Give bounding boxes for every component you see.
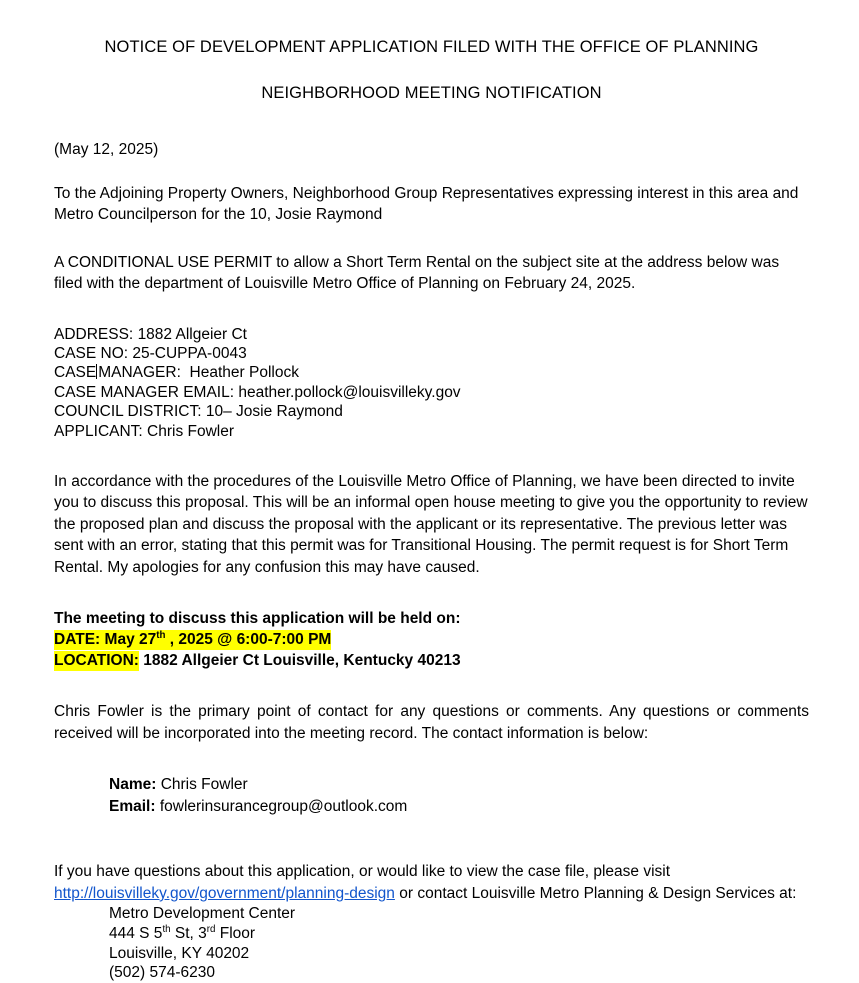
meeting-location-value: 1882 Allgeier Ct Louisville, Kentucky 40213	[143, 652, 461, 670]
contact-paragraph: Chris Fowler is the primary point of contact for any questions or comments. Any questions or comments received will be incorporated into the meeting record. The contact information is below:	[54, 703, 809, 742]
permit-paragraph: A CONDITIONAL USE PERMIT to allow a Short Term Rental on the subject site at the address below was filed with the department of Louisville Metro Office of Planning on February 24, 2025.	[54, 253, 780, 292]
detail-row-council-district	[54, 402, 809, 421]
detail-row-case-manager	[54, 363, 809, 382]
contact-email-row	[109, 796, 809, 818]
contact-name-value: Chris Fowler	[160, 776, 248, 794]
applicant-value: Chris Fowler	[147, 422, 235, 440]
page-title	[54, 36, 809, 59]
meeting-details-block	[54, 608, 809, 671]
contact-name-label: Name:	[109, 776, 157, 794]
detail-row-case-no	[54, 344, 809, 363]
case-manager-label-part1: CASE	[54, 364, 97, 382]
letter-date: (May 12, 2025)	[54, 141, 159, 158]
address-value: 1882 Allgeier Ct	[137, 325, 247, 343]
meeting-date-label: DATE:	[54, 631, 101, 649]
case-manager-value: Heather Pollock	[189, 364, 299, 382]
meeting-heading: The meeting to discuss this application will be held on:	[54, 610, 461, 628]
metro-address-ordinal-5th: th	[162, 923, 171, 935]
metro-address-ordinal-3rd: rd	[206, 923, 216, 935]
case-file-after-link: or contact Louisville Metro Planning & Design Services at:	[399, 884, 797, 902]
meeting-date-row	[54, 629, 809, 650]
detail-row-case-manager-email	[54, 383, 809, 402]
meeting-date-month: May 27	[104, 631, 157, 649]
detail-row-applicant	[54, 422, 809, 441]
page-title-line1: NOTICE OF DEVELOPMENT APPLICATION FILED WITH THE OFFICE OF	[104, 38, 669, 56]
council-district-value: 10– Josie Raymond	[205, 403, 343, 421]
meeting-location-label: LOCATION:	[54, 652, 139, 670]
page-title-line2: PLANNING	[673, 38, 759, 56]
case-manager-email-value: heather.pollock@louisvilleky.gov	[238, 383, 461, 401]
metro-address-line2-post: Floor	[215, 925, 256, 943]
page-subtitle: NEIGHBORHOOD MEETING NOTIFICATION	[261, 84, 602, 102]
applicant-label: APPLICANT:	[54, 422, 143, 440]
case-manager-email-label: CASE MANAGER EMAIL:	[54, 383, 235, 401]
meeting-location-label-highlight	[54, 651, 139, 671]
case-no-value: 25-CUPPA-0043	[132, 344, 247, 362]
metro-address-line2-mid: St, 3	[170, 925, 207, 943]
metro-address-line1: Metro Development Center	[109, 905, 296, 923]
metro-address-block	[109, 904, 809, 982]
salutation-paragraph: To the Adjoining Property Owners, Neighborhood Group Representatives expressing interest in this area and Metro Councilperson for the 10, Josie Raymond	[54, 184, 799, 223]
case-file-intro: If you have questions about this application, or would like to view the case file, please visit	[54, 863, 671, 881]
case-no-label: CASE NO:	[54, 344, 129, 362]
case-details-block	[54, 325, 809, 441]
detail-row-address	[54, 325, 809, 344]
meeting-date-ordinal: th	[156, 630, 166, 642]
contact-name-row	[109, 774, 809, 796]
metro-address-line2	[109, 924, 809, 944]
contact-email-label: Email:	[109, 797, 156, 815]
procedures-paragraph: In accordance with the procedures of the Louisville Metro Office of Planning, we have been directed to invite you to discuss this proposal. This will be an informal open house meeting to give you the opportunity to review the proposed plan and discuss the proposal with the applicant or its representative. The previous letter was sent with an error, stating that this permit was for Transitional Housing. The permit request is for Short Term Rental. My apologies for any confusion this may have caused.	[54, 472, 808, 576]
metro-address-line3: Louisville, KY 40202	[109, 944, 250, 962]
metro-address-line2-pre: 444 S 5	[109, 925, 163, 943]
document-content	[54, 36, 809, 983]
contact-email-value: fowlerinsurancegroup@outlook.com	[159, 797, 408, 815]
planning-design-link[interactable]: http://louisvilleky.gov/government/planning-design	[54, 884, 395, 902]
metro-address-phone: (502) 574-6230	[109, 964, 215, 982]
council-district-label: COUNCIL DISTRICT:	[54, 403, 202, 421]
case-file-paragraph	[54, 861, 809, 904]
address-label: ADDRESS:	[54, 325, 134, 343]
case-manager-label-part2: MANAGER:	[98, 364, 181, 382]
meeting-location-row	[54, 650, 809, 671]
contact-info-block	[109, 774, 809, 817]
meeting-date-rest: , 2025 @ 6:00-7:00 PM	[165, 631, 332, 649]
meeting-date-highlight	[54, 630, 331, 650]
